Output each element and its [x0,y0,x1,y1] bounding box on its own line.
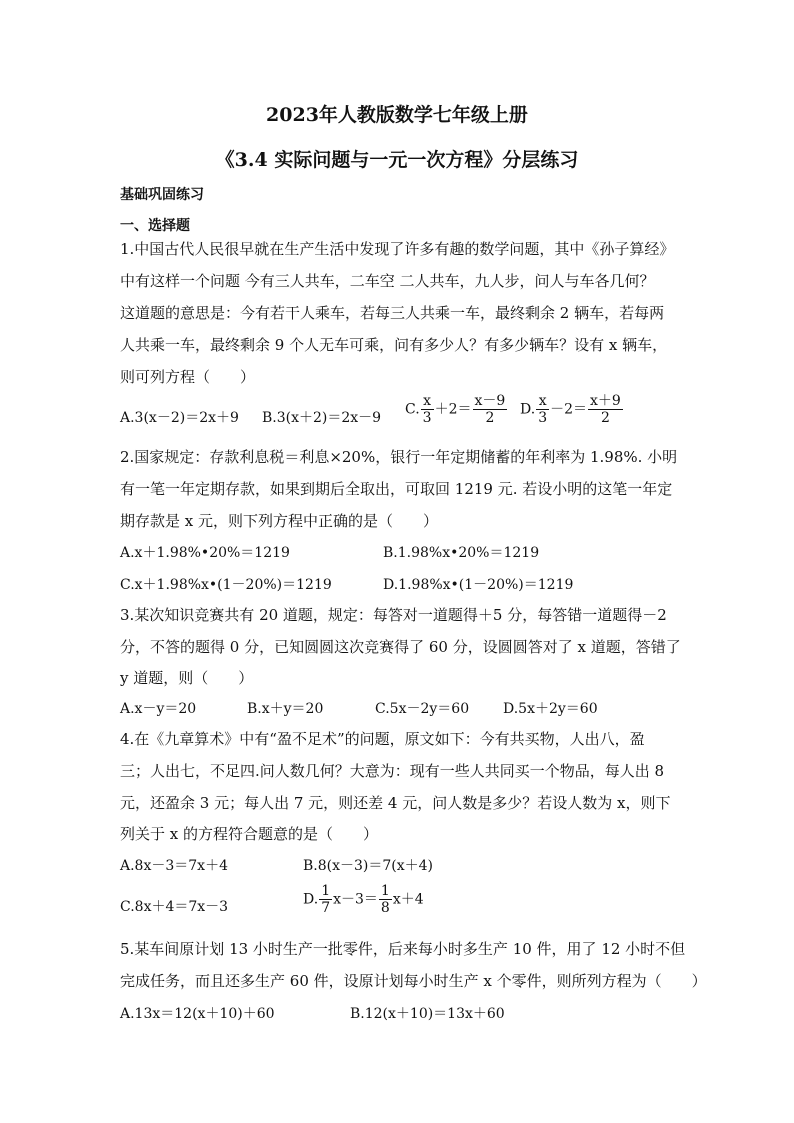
q2-option-a: A.x＋1.98%•20%＝1219 [120,545,290,561]
fraction: $\frac{x}{3}$ [422,393,432,427]
q4-line-1: 4.在《九章算术》中有“盈不足术”的问题，原文如下：今有共买物，人出八，盈 [120,730,645,748]
q4-option-d: D. $\frac{1}{7}$ x－3＝ $\frac{1}{8}$ x＋4 [303,883,424,917]
q3-option-b: B.x＋y＝20 [247,701,324,717]
q1-option-d: D. $\frac{x}{3}$ －2＝ $\frac{x+9}{2}$ [520,393,621,427]
q1-line-3: 这道题的意思是：今有若干人乘车，若每三人共乘一车，最终剩余 2 辆车，若每两 [120,304,665,322]
q1-line-2: 中有这样一个问题 今有三人共车，二车空 二人共车，九人步，问人与车各几何？ [120,272,655,290]
fraction: $\frac{1}{7}$ [321,883,331,917]
q1-line-1: 1.中国古代人民很早就在生产生活中发现了许多有趣的数学问题，其中《孙子算经》 [120,240,675,258]
q4-line-2: 三；人出七，不足四.问人数几何？大意为：现有一些人共同买一个物品，每人出 8 [120,762,665,780]
q5-line-2: 完成任务，而且还多生产 60 件，设原计划每小时生产 x 个零件，则所列方程为（ ） [120,972,707,990]
q5-option-b: B.12(x＋10)＝13x＋60 [350,1006,505,1022]
q4-line-3: 元，还盈余 3 元；每人出 7 元，则还差 4 元，问人数是多少？若设人数为 x，则下 [120,794,671,812]
q1-option-b: B.3(x＋2)＝2x－9 [262,410,382,426]
q3-option-a: A.x－y＝20 [120,701,197,717]
q4-line-4: 列关于 x 的方程符合题意的是（ ） [120,825,378,843]
q1-option-c: C. $\frac{x}{3}$ ＋2＝ $\frac{x-9}{2}$ [405,393,506,427]
q3-line-2: 分，不答的题得 0 分，已知圆圆这次竞赛得了 60 分，设圆圆答对了 x 道题，答错了 [120,638,681,656]
q2-option-b: B.1.98%x•20%＝1219 [383,545,540,561]
q3-option-c: C.5x－2y＝60 [375,701,470,717]
fraction: $\frac{x}{3}$ [538,393,548,427]
q5-option-a: A.13x＝12(x＋10)＋60 [120,1006,275,1022]
q4-option-c: C.8x＋4＝7x－3 [120,899,229,915]
q2-line-3: 期存款是 x 元，则下列方程中正确的是（ ） [120,512,438,530]
section-choice: 一、选择题 [120,218,190,234]
section-basic: 基础巩固练习 [120,187,204,203]
q3-line-3: y 道题，则（ ） [120,669,254,687]
fraction: $\frac{x+9}{2}$ [590,393,621,427]
doc-subtitle: 《3.4 实际问题与一元一次方程》分层练习 [215,149,579,171]
q1-line-5: 则可列方程（ ） [120,368,256,386]
q2-option-c: C.x＋1.98%x•(1－20%)＝1219 [120,577,332,593]
q2-option-d: D.1.98%x•(1－20%)＝1219 [383,577,574,593]
doc-title: 2023年人教版数学七年级上册 [266,104,528,126]
q2-line-1: 2.国家规定：存款利息税＝利息×20%，银行一年定期储蓄的年利率为 1.98%. 小明 [120,448,678,466]
q1-line-4: 人共乘一车，最终剩余 9 个人无车可乘，问有多少人？有多少辆车？设有 x 辆车， [120,336,668,354]
q2-line-2: 有一笔一年定期存款，如果到期后全取出，可取回 1219 元. 若设小明的这笔一年定 [120,480,673,498]
q3-option-d: D.5x＋2y＝60 [503,701,598,717]
q4-option-a: A.8x－3＝7x＋4 [120,858,228,874]
q4-option-b: B.8(x－3)＝7(x＋4) [303,858,434,874]
q1-option-a: A.3(x－2)＝2x＋9 [120,410,239,426]
fraction: $\frac{1}{8}$ [380,883,390,917]
fraction: $\frac{x-9}{2}$ [474,393,506,427]
q3-line-1: 3.某次知识竞赛共有 20 道题，规定：每答对一道题得＋5 分，每答错一道题得－2 [120,606,667,624]
q5-line-1: 5.某车间原计划 13 小时生产一批零件，后来每小时多生产 10 件，用了 12 小时不但 [120,940,686,958]
